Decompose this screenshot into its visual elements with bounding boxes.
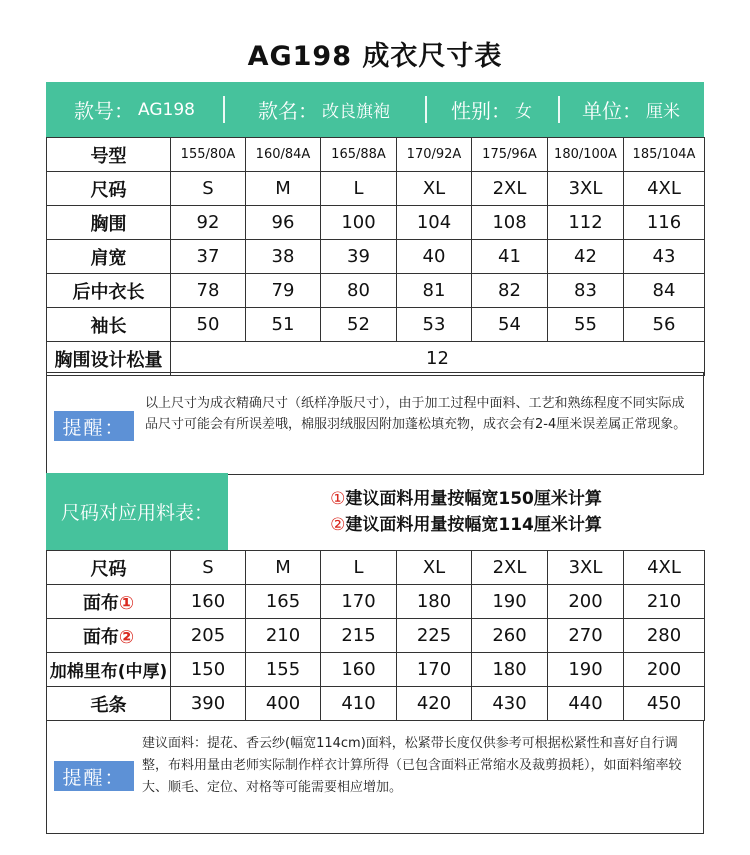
gender-value: 女	[515, 102, 532, 122]
note-text: 建议面料用量按幅宽150厘米计算	[345, 488, 602, 509]
table-cell: 41	[472, 240, 548, 274]
reminder-tag: 提醒：	[54, 761, 134, 791]
table-cell: 51	[246, 308, 321, 342]
table-cell: 43	[624, 240, 705, 274]
table-cell: 180	[472, 653, 548, 687]
table-cell: 190	[472, 585, 548, 619]
fabric-notes	[228, 473, 704, 550]
ease-value-cell: 12	[171, 342, 705, 376]
header-cell: 3XL	[548, 551, 624, 585]
row-label-text: 面布	[82, 626, 119, 648]
table-row	[47, 687, 705, 721]
header-cell: 4XL	[624, 551, 705, 585]
table-cell: 160	[321, 653, 397, 687]
note-marker: ①	[330, 488, 346, 509]
table-cell: 270	[548, 619, 624, 653]
row-label-cell	[47, 585, 171, 619]
table-cell: 116	[624, 206, 705, 240]
row-label-text: 毛条	[90, 694, 127, 716]
table-cell: 52	[321, 308, 397, 342]
header-cell: 180/100A	[548, 138, 624, 172]
info-bar	[46, 82, 704, 137]
table-cell: 39	[321, 240, 397, 274]
table-cell: 410	[321, 687, 397, 721]
row-label-cell	[47, 653, 171, 687]
table-cell: 92	[171, 206, 246, 240]
table-cell: 100	[321, 206, 397, 240]
table-cell: 390	[171, 687, 246, 721]
table-header-row	[47, 138, 705, 172]
ease-row	[47, 342, 705, 376]
table-cell: 82	[472, 274, 548, 308]
header-cell: 160/84A	[246, 138, 321, 172]
table-cell: 108	[472, 206, 548, 240]
unit	[558, 82, 704, 137]
table-cell: 4XL	[624, 172, 705, 206]
reminder-text: 以上尺寸为成衣精确尺寸（纸样净版尺寸），由于加工过程中面料、工艺和熟练程度不同实际成品尺寸可能会有所误差哦，棉服羽绒服因附加蓬松填充物，成衣会有2-4厘米误差属正常现象。	[145, 396, 687, 432]
fabric-note-1	[330, 486, 602, 512]
table-cell: 78	[171, 274, 246, 308]
table-row	[47, 240, 705, 274]
table-cell: 440	[548, 687, 624, 721]
table-row	[47, 585, 705, 619]
table-cell: 225	[397, 619, 472, 653]
table-cell: M	[246, 172, 321, 206]
table-row	[47, 206, 705, 240]
table-cell: 2XL	[472, 172, 548, 206]
header-label-cell: 尺码	[47, 551, 171, 585]
row-marker: ①	[118, 592, 135, 614]
table-cell: 80	[321, 274, 397, 308]
table-cell: 210	[246, 619, 321, 653]
reminder-box-1	[46, 372, 704, 475]
style-name-value: 改良旗袍	[322, 102, 390, 122]
table-cell: 50	[171, 308, 246, 342]
table-cell: 56	[624, 308, 705, 342]
reminder-text: 建议面料：提花、香云纱(幅宽114cm)面料，松紧带长度仅供参考可根据松紧性和喜好自行调整，布料用量由老师实际制作样衣计算所得（已包含面料正常缩水及裁剪损耗），如面料缩率较大、顺毛、定位、对格等可能需要相应增加。	[142, 736, 682, 795]
row-label-cell: 尺码	[47, 172, 171, 206]
fabric-note-2	[330, 512, 602, 538]
table-cell: XL	[397, 172, 472, 206]
note-marker: ②	[330, 514, 346, 535]
style-number	[46, 82, 223, 137]
table-cell: 180	[397, 585, 472, 619]
row-label-cell	[47, 619, 171, 653]
table-row	[47, 172, 705, 206]
table-cell: 210	[624, 585, 705, 619]
table-cell: 450	[624, 687, 705, 721]
table-cell: 81	[397, 274, 472, 308]
fabric-section-title: 尺码对应用料表：	[46, 473, 228, 550]
style-name	[223, 82, 425, 137]
table-header-row	[47, 551, 705, 585]
style-number-label: 款号：	[74, 99, 135, 123]
table-cell: S	[171, 172, 246, 206]
table-row	[47, 619, 705, 653]
row-label-cell: 肩宽	[47, 240, 171, 274]
table-cell: 53	[397, 308, 472, 342]
table-cell: 420	[397, 687, 472, 721]
style-name-label: 款名：	[258, 99, 318, 123]
size-table	[46, 137, 705, 376]
row-label-cell: 胸围设计松量	[47, 342, 171, 376]
table-cell: 260	[472, 619, 548, 653]
table-cell: 280	[624, 619, 705, 653]
table-cell: 160	[171, 585, 246, 619]
table-cell: 96	[246, 206, 321, 240]
page-title: AG198 成衣尺寸表	[247, 41, 503, 72]
fabric-section-header	[46, 473, 704, 550]
reminder-box-2	[46, 720, 704, 834]
row-marker: ②	[118, 626, 135, 648]
unit-label: 单位：	[582, 99, 642, 123]
table-cell: 200	[624, 653, 705, 687]
table-cell: 112	[548, 206, 624, 240]
fabric-table	[46, 550, 705, 721]
header-cell: S	[171, 551, 246, 585]
table-cell: 170	[321, 585, 397, 619]
table-cell: 400	[246, 687, 321, 721]
table-cell: 430	[472, 687, 548, 721]
row-label-cell: 胸围	[47, 206, 171, 240]
unit-value: 厘米	[646, 102, 680, 122]
table-cell: 83	[548, 274, 624, 308]
table-cell: 55	[548, 308, 624, 342]
header-label-cell: 号型	[47, 138, 171, 172]
table-cell: 165	[246, 585, 321, 619]
gender-label: 性别：	[451, 99, 511, 123]
header-cell: 170/92A	[397, 138, 472, 172]
table-cell: 215	[321, 619, 397, 653]
table-cell: 3XL	[548, 172, 624, 206]
table-cell: 42	[548, 240, 624, 274]
table-row	[47, 308, 705, 342]
row-label-cell: 后中衣长	[47, 274, 171, 308]
header-cell: 175/96A	[472, 138, 548, 172]
row-label-text: 面布	[82, 592, 119, 614]
table-cell: 54	[472, 308, 548, 342]
table-cell: 40	[397, 240, 472, 274]
header-cell: 185/104A	[624, 138, 705, 172]
table-cell: 79	[246, 274, 321, 308]
note-text: 建议面料用量按幅宽114厘米计算	[345, 514, 602, 535]
table-cell: 205	[171, 619, 246, 653]
header-cell: L	[321, 551, 397, 585]
header-cell: 155/80A	[171, 138, 246, 172]
row-label-cell: 袖长	[47, 308, 171, 342]
table-cell: 200	[548, 585, 624, 619]
header-cell: M	[246, 551, 321, 585]
table-cell: 190	[548, 653, 624, 687]
reminder-tag: 提醒：	[54, 411, 134, 441]
gender	[425, 82, 558, 137]
table-cell: 155	[246, 653, 321, 687]
row-label-text: 加棉里布(中厚)	[49, 662, 168, 682]
header-cell: 2XL	[472, 551, 548, 585]
table-cell: 84	[624, 274, 705, 308]
table-row	[47, 274, 705, 308]
table-cell: L	[321, 172, 397, 206]
table-cell: 37	[171, 240, 246, 274]
style-number-value: AG198	[138, 99, 195, 120]
header-cell: XL	[397, 551, 472, 585]
header-cell: 165/88A	[321, 138, 397, 172]
table-cell: 104	[397, 206, 472, 240]
table-row	[47, 653, 705, 687]
table-cell: 170	[397, 653, 472, 687]
table-cell: 38	[246, 240, 321, 274]
table-cell: 150	[171, 653, 246, 687]
row-label-cell	[47, 687, 171, 721]
